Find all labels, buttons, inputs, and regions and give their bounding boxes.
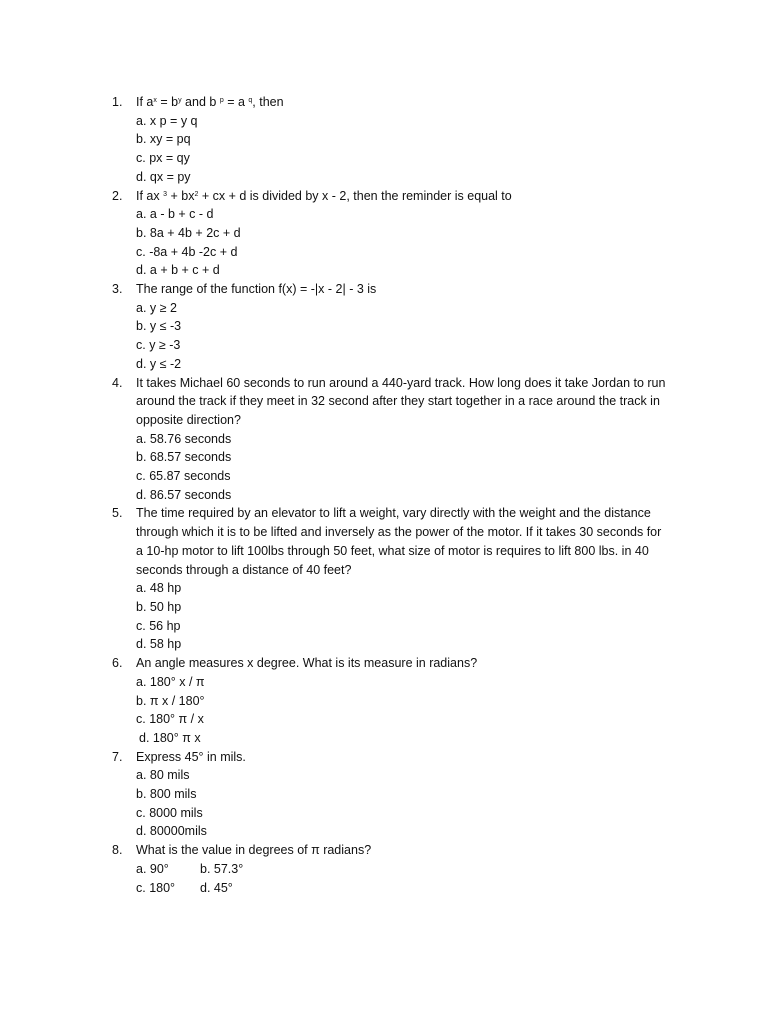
question-6 xyxy=(112,654,692,748)
option-d: d. a + b + c + d xyxy=(136,263,220,278)
question-stem: The range of the function f(x) = -|x - 2| - 3 is xyxy=(136,282,377,297)
option-d: d. 180° π x xyxy=(139,730,201,745)
option-b: b. 57.3° xyxy=(200,861,244,876)
question-5 xyxy=(112,504,692,654)
question-stem-line: opposite direction? xyxy=(136,412,241,427)
option-d: d. 86.57 seconds xyxy=(136,487,232,502)
question-stem: What is the value in degrees of π radians? xyxy=(136,843,372,858)
option-c: c. 8000 mils xyxy=(136,805,203,820)
question-stem-line: seconds through a distance of 40 feet? xyxy=(136,562,352,577)
question-number: 5. xyxy=(112,506,123,521)
option-b: b. 68.57 seconds xyxy=(136,450,232,465)
option-b: b. π x / 180° xyxy=(136,693,205,708)
option-d: d. 58 hp xyxy=(136,637,182,652)
question-1 xyxy=(112,93,692,187)
question-list xyxy=(112,93,692,897)
question-stem: An angle measures x degree. What is its measure in radians? xyxy=(136,656,478,671)
question-stem: If ax $^3 + bx^2$ + cx + d is divided by x - 2, then the reminder is equal to xyxy=(136,188,512,203)
question-4 xyxy=(112,374,692,505)
question-stem: Express 45° in mils. xyxy=(136,749,246,764)
option-a: a. y ≥ 2 xyxy=(136,300,177,315)
question-number: 4. xyxy=(112,375,123,390)
option-c: c. px = qy xyxy=(136,151,190,166)
option-row xyxy=(136,879,692,898)
option-a: a. x p = y q xyxy=(136,113,198,128)
option-b: b. 8a + 4b + 2c + d xyxy=(136,225,241,240)
option-c: c. 180° xyxy=(136,880,176,895)
option-a: a. 58.76 seconds xyxy=(136,431,232,446)
option-c: c. 65.87 seconds xyxy=(136,469,231,484)
question-7 xyxy=(112,748,692,842)
option-d: d. 80000mils xyxy=(136,824,207,839)
option-a: a. 90° xyxy=(136,861,169,876)
question-stem-line: a 10-hp motor to lift 100lbs through 50 feet, what size of motor is requires to lift 800 lbs. in 40 xyxy=(136,543,649,558)
question-number: 8. xyxy=(112,843,123,858)
question-stem-line: around the track if they meet in 32 second after they start together in a race around the track in xyxy=(136,394,660,409)
option-d: d. qx = py xyxy=(136,169,191,184)
option-b: b. xy = pq xyxy=(136,132,191,147)
question-number: 2. xyxy=(112,188,123,203)
option-a: a. 180° x / π xyxy=(136,674,205,689)
question-3 xyxy=(112,280,692,374)
question-2 xyxy=(112,187,692,281)
option-c: c. 56 hp xyxy=(136,618,181,633)
question-stem-line: It takes Michael 60 seconds to run around a 440-yard track. How long does it take Jordan to run xyxy=(136,375,666,390)
option-b: b. y ≤ -3 xyxy=(136,319,182,334)
question-number: 7. xyxy=(112,749,123,764)
question-8 xyxy=(112,841,692,897)
option-b: b. 50 hp xyxy=(136,599,182,614)
question-number: 3. xyxy=(112,282,123,297)
option-b: b. 800 mils xyxy=(136,787,197,802)
option-d: d. y ≤ -2 xyxy=(136,356,182,371)
question-number: 1. xyxy=(112,95,123,109)
option-row xyxy=(136,860,692,879)
question-number: 6. xyxy=(112,656,123,671)
option-c: c. 180° π / x xyxy=(136,712,204,727)
option-a: a. a - b + c - d xyxy=(136,207,214,222)
question-stem: If $a^x = b^y$ and b $^p$ = a $^q$, then xyxy=(136,95,284,109)
question-stem-line: through which it is to be lifted and inversely as the power of the motor. If it takes 30 seconds for xyxy=(136,525,662,540)
option-c: c. -8a + 4b -2c + d xyxy=(136,244,238,259)
option-d: d. 45° xyxy=(200,880,233,895)
option-a: a. 80 mils xyxy=(136,768,190,783)
option-a: a. 48 hp xyxy=(136,581,182,596)
question-stem-line: The time required by an elevator to lift a weight, vary directly with the weight and the distance xyxy=(136,506,651,521)
option-c: c. y ≥ -3 xyxy=(136,338,181,353)
